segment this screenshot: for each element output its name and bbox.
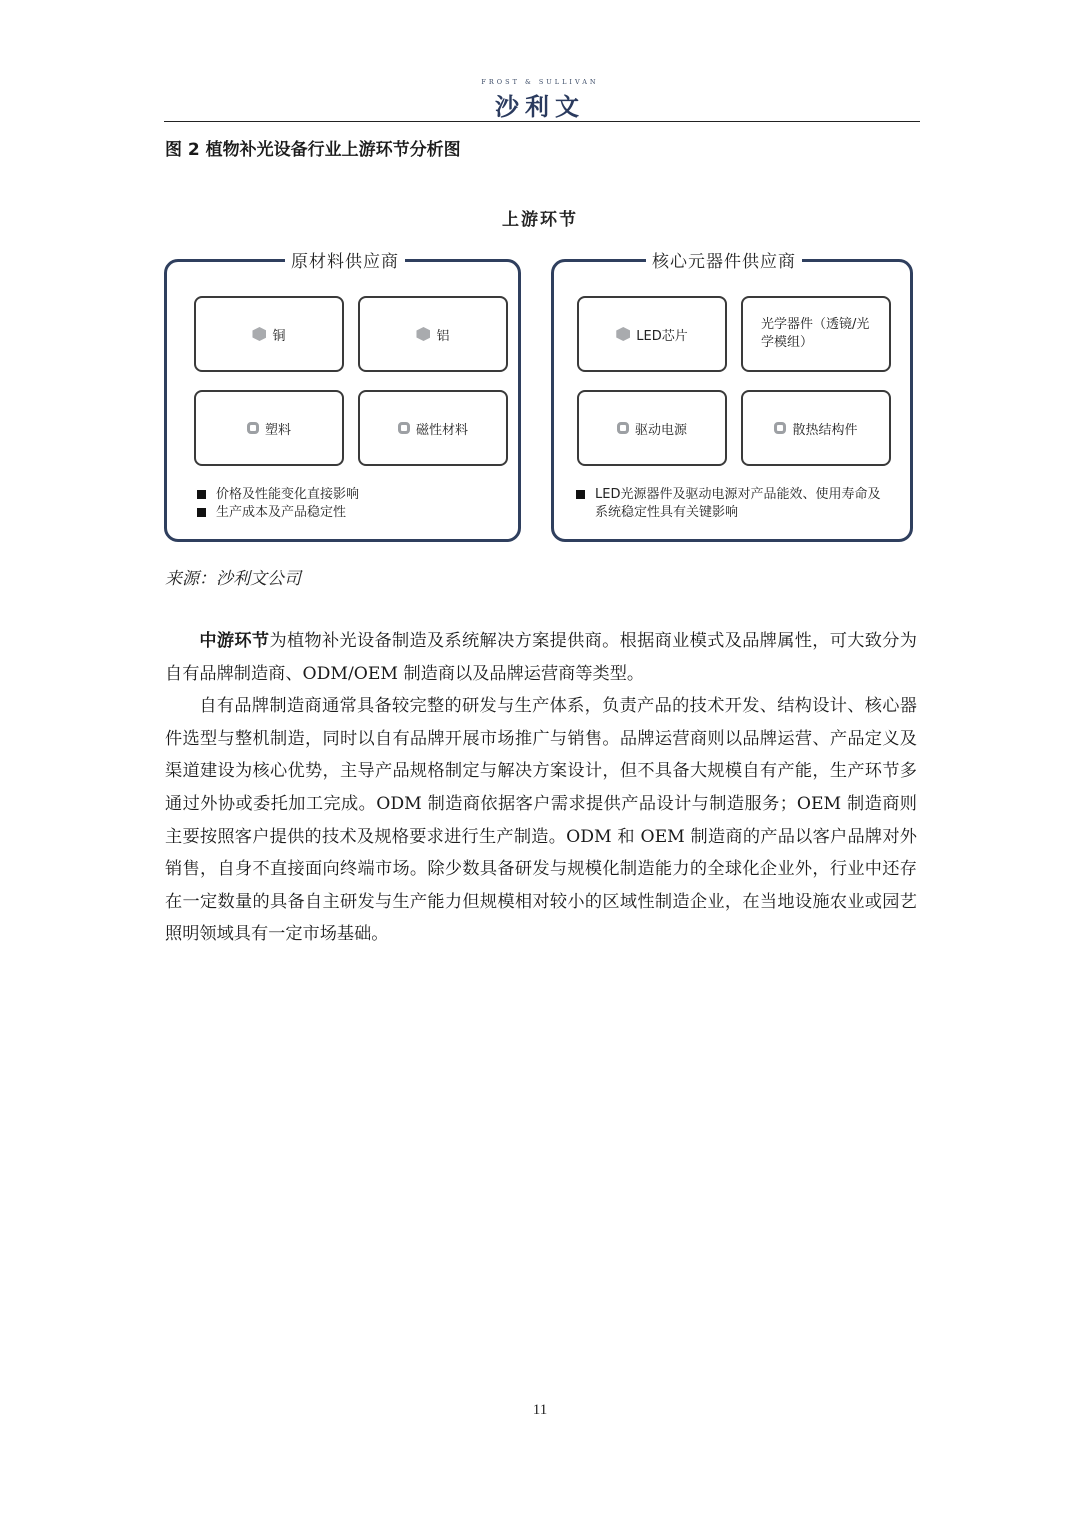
item-label: 散热结构件 bbox=[792, 422, 858, 438]
logo-tagline: FROST & SULLIVAN bbox=[481, 78, 599, 86]
raw-material-notes bbox=[197, 486, 359, 522]
bullet-square bbox=[197, 508, 206, 517]
item-aluminum bbox=[358, 296, 508, 372]
page-number: 11 bbox=[532, 1402, 548, 1418]
paragraph-midstream bbox=[165, 625, 917, 690]
figure-source: 来源：沙利文公司 bbox=[165, 569, 301, 589]
item-heat-dissipation bbox=[741, 390, 891, 466]
item-label: LED芯片 bbox=[636, 328, 688, 344]
paragraph-text: 为植物补光设备制造及系统解决方案提供商。根据商业模式及品牌属性，可大致分为自有品牌制造商、ODM/OEM 制造商以及品牌运营商等类型。 bbox=[165, 631, 917, 684]
core-component-panel bbox=[551, 252, 913, 542]
item-label: 驱动电源 bbox=[634, 422, 687, 438]
item-optical-device bbox=[741, 296, 891, 372]
note-text: 生产成本及产品稳定性 bbox=[216, 505, 347, 520]
item-label: 铝 bbox=[436, 328, 450, 344]
note-text: LED光源器件及驱动电源对产品能效、使用寿命及系统稳定性具有关键影响 bbox=[595, 487, 881, 520]
item-plastic bbox=[194, 390, 344, 466]
paragraph-manufacturers: 自有品牌制造商通常具备较完整的研发与生产体系，负责产品的技术开发、结构设计、核心器件选型与整机制造，同时以自有品牌开展市场推广与销售。品牌运营商则以品牌运营、产品定义及渠道建设为核心优势，主导产品规格制定与解决方案设计，但不具备大规模自有产能，生产环节多通过外协或委托加工完成。ODM 制造商依据客户需求提供产品设计与制造服务；OEM 制造商则主要按照客户提供的技术及规格要求进行生产制造。ODM 和 OEM 制造商的产品以客户品牌对外销售，自身不直接面向终端市场。除少数具备研发与规模化制造能力的全球化企业外，行业中还存在一定数量的具备自主研发与生产能力但规模相对较小的区域性制造企业，在当地设施农业或园艺照明领域具有一定市场基础。 bbox=[165, 696, 917, 945]
paragraph-lead: 中游环节 bbox=[199, 631, 270, 651]
item-driver-power bbox=[577, 390, 727, 466]
note-text: 价格及性能变化直接影响 bbox=[216, 487, 360, 502]
header-rule bbox=[164, 121, 920, 122]
bullet-square bbox=[197, 490, 206, 499]
panel-label-core-component: 核心元器件供应商 bbox=[646, 247, 802, 272]
item-label: 磁性材料 bbox=[415, 422, 468, 438]
core-component-notes bbox=[576, 486, 888, 522]
item-label: 塑料 bbox=[264, 422, 291, 438]
ring-icon bbox=[617, 422, 629, 434]
ring-icon bbox=[247, 422, 259, 434]
item-magnetic-material bbox=[358, 390, 508, 466]
frost-sullivan-logo bbox=[0, 78, 1080, 122]
figure-title: 图 2 植物补光设备行业上游环节分析图 bbox=[165, 140, 461, 160]
panel-label-raw-material: 原材料供应商 bbox=[285, 247, 405, 272]
body-text bbox=[165, 625, 917, 951]
item-led-chip bbox=[577, 296, 727, 372]
item-label: 铜 bbox=[272, 328, 286, 344]
bullet-square bbox=[576, 490, 585, 499]
ring-icon bbox=[774, 422, 786, 434]
raw-material-panel bbox=[164, 252, 521, 542]
cube-icon bbox=[616, 327, 630, 341]
item-label: 光学器件（透镜/光学模组） bbox=[761, 317, 870, 350]
ring-icon bbox=[398, 422, 410, 434]
cube-icon bbox=[416, 327, 430, 341]
diagram-title: 上游环节 bbox=[502, 210, 578, 230]
item-copper bbox=[194, 296, 344, 372]
logo-name: 沙利文 bbox=[495, 93, 585, 121]
cube-icon bbox=[252, 327, 266, 341]
